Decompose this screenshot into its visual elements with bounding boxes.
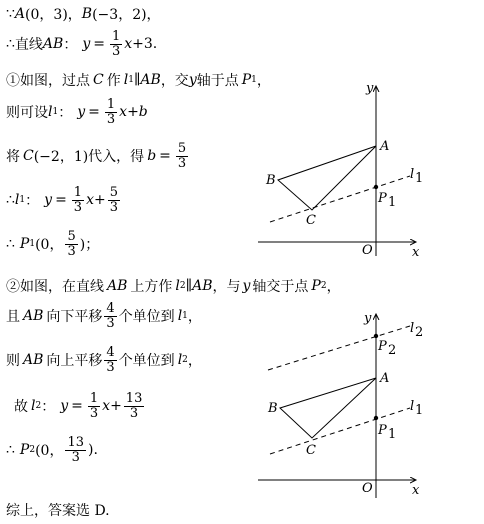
text: 向下平移 xyxy=(46,309,103,326)
label-x: x xyxy=(412,483,420,498)
numerator: 5 xyxy=(67,229,76,244)
line-1 xyxy=(6,4,161,24)
colon: ： xyxy=(41,399,56,416)
label-y: y xyxy=(364,311,372,326)
therefore-symbol: ∴ xyxy=(6,36,15,53)
var-y: y xyxy=(44,192,53,209)
text: 将 xyxy=(6,149,20,166)
label-c: C xyxy=(306,443,316,458)
label-x: x xyxy=(412,245,420,260)
subscript: 1 xyxy=(251,75,257,85)
point-a: A xyxy=(14,6,26,22)
label-l2-sub: 2 xyxy=(415,325,424,340)
denominator: 3 xyxy=(73,199,83,215)
line-3 xyxy=(6,70,271,90)
text: 作 xyxy=(106,73,121,89)
because-symbol: ∵ xyxy=(6,6,15,22)
text: 个单位到 xyxy=(118,309,175,326)
point-c: C xyxy=(23,148,34,165)
therefore-symbol: ∴ xyxy=(6,192,15,209)
var-b: b xyxy=(147,148,157,165)
numerator: 13 xyxy=(125,391,143,406)
colon: ： xyxy=(25,193,40,210)
subscript: 1 xyxy=(128,75,134,85)
line-l: l xyxy=(14,192,20,209)
var-x: x xyxy=(86,192,94,209)
label-b: B xyxy=(266,173,276,188)
denominator: 3 xyxy=(67,243,76,259)
line-l: l xyxy=(31,398,36,415)
text: 向上平移 xyxy=(46,353,103,370)
fraction xyxy=(65,230,77,258)
var-y: y xyxy=(188,72,197,88)
ab: AB xyxy=(107,278,128,294)
text: ，交 xyxy=(160,73,189,89)
ab: AB xyxy=(140,72,161,88)
label-y: y xyxy=(366,81,374,96)
plus: + xyxy=(127,104,139,121)
subscript: 1 xyxy=(182,311,188,322)
point-p: P xyxy=(19,442,30,459)
text: 上方作 xyxy=(130,279,173,295)
fraction xyxy=(176,142,188,170)
line-5 xyxy=(6,142,190,170)
text: ). xyxy=(88,442,98,459)
line-13 xyxy=(6,500,110,520)
label-a: A xyxy=(380,139,390,154)
fraction xyxy=(104,346,116,374)
plus: + xyxy=(93,192,106,209)
text: 直线 xyxy=(14,37,43,54)
denominator: 3 xyxy=(106,315,115,331)
comma: ， xyxy=(256,73,271,89)
numerator: 13 xyxy=(67,435,84,450)
line-l: l xyxy=(123,72,129,88)
numerator: 1 xyxy=(106,97,116,112)
line-7 xyxy=(6,230,99,258)
label-p2: P xyxy=(378,339,387,354)
subscript: 1 xyxy=(19,195,26,206)
point-p: P xyxy=(19,236,30,253)
point-p1-dot xyxy=(374,185,378,189)
point-p: P xyxy=(241,72,252,88)
label-p1: P xyxy=(378,423,387,438)
triangle-abc xyxy=(280,378,376,438)
text: 则 xyxy=(6,353,20,370)
denominator: 3 xyxy=(129,405,139,421)
label-b: B xyxy=(268,401,278,416)
var-b: b xyxy=(138,104,148,121)
point-p1-dot xyxy=(374,416,378,420)
subscript: 2 xyxy=(320,281,327,291)
point-p2-dot xyxy=(374,334,378,338)
label-o: O xyxy=(362,481,373,496)
equals: = xyxy=(55,192,67,209)
figure-2 xyxy=(250,310,430,500)
line-10 xyxy=(6,346,202,374)
conclusion-text: 综上，答案选 D. xyxy=(6,503,110,519)
text: (−2，1)代入，得 xyxy=(33,149,145,166)
denominator: 3 xyxy=(109,199,118,215)
text: ②如图，在直线 xyxy=(6,279,104,295)
comma: ， xyxy=(187,309,202,326)
therefore-symbol: ∴ xyxy=(6,442,15,459)
ab: AB xyxy=(42,36,64,53)
point-b: B xyxy=(81,6,93,22)
label-l1: l xyxy=(410,399,415,414)
line-2 xyxy=(6,30,157,58)
var-y: y xyxy=(82,36,91,53)
text: 则可设 xyxy=(6,105,48,122)
coord-a: (0，3)， xyxy=(25,7,82,23)
line-4 xyxy=(6,98,148,126)
fraction xyxy=(110,30,122,58)
text: (0， xyxy=(35,443,64,460)
label-l-sub: 1 xyxy=(415,171,424,186)
label-o: O xyxy=(362,243,373,258)
label-l1-sub: 1 xyxy=(415,403,424,418)
line-l: l xyxy=(175,278,180,294)
line-11 xyxy=(14,392,146,420)
numerator: 1 xyxy=(89,391,99,406)
equals: = xyxy=(159,148,171,165)
line-l: l xyxy=(48,104,53,121)
text: ，与 xyxy=(212,279,241,295)
ab: AB xyxy=(23,308,44,325)
equals: = xyxy=(71,398,83,415)
var-y: y xyxy=(60,398,69,415)
numerator: 1 xyxy=(73,185,83,200)
denominator: 3 xyxy=(89,405,99,421)
text: )； xyxy=(79,237,100,254)
equals: = xyxy=(88,104,100,121)
label-p2-sub: 2 xyxy=(388,343,397,358)
denominator: 3 xyxy=(111,43,121,59)
fraction xyxy=(108,186,120,214)
figure-1 xyxy=(250,78,430,258)
text: 个单位到 xyxy=(118,353,175,370)
var-y: y xyxy=(77,104,86,121)
fraction xyxy=(65,436,86,464)
fraction xyxy=(105,98,117,126)
parallel-symbol: ∥ xyxy=(133,72,141,88)
denominator: 3 xyxy=(71,449,80,465)
fraction xyxy=(104,302,116,330)
plus: + xyxy=(110,398,122,415)
subscript: 2 xyxy=(182,355,188,366)
triangle-abc xyxy=(278,146,376,210)
line-12 xyxy=(6,436,98,464)
label-p-sub: 1 xyxy=(388,195,397,210)
fraction xyxy=(124,392,145,420)
therefore-symbol: ∴ xyxy=(6,236,15,253)
comma: ， xyxy=(187,353,202,370)
var-x: x xyxy=(119,104,128,121)
label-p: P xyxy=(378,191,387,206)
text: (0， xyxy=(35,237,64,254)
numerator: 1 xyxy=(111,29,121,44)
numerator: 5 xyxy=(109,185,118,200)
fraction xyxy=(72,186,84,214)
numerator: 4 xyxy=(106,301,115,316)
var-x: x xyxy=(124,36,133,53)
line-8 xyxy=(6,276,341,296)
subscript: 2 xyxy=(29,445,36,456)
label-l: l xyxy=(410,167,415,182)
line-l: l xyxy=(177,352,183,369)
text: 且 xyxy=(6,309,20,326)
label-l2: l xyxy=(410,321,415,336)
subscript: 2 xyxy=(179,281,186,291)
colon: ： xyxy=(63,37,78,54)
denominator: 3 xyxy=(177,155,187,171)
text: 轴于点 xyxy=(196,73,239,89)
numerator: 4 xyxy=(106,345,115,360)
ab: AB xyxy=(192,278,213,294)
var-y: y xyxy=(242,278,251,294)
label-a: A xyxy=(380,371,390,386)
equals: = xyxy=(93,36,105,53)
line-l: l xyxy=(177,308,183,325)
point-c: C xyxy=(93,72,104,88)
coord-b: (−3，2)， xyxy=(92,7,161,23)
numerator: 5 xyxy=(177,141,187,156)
text: ①如图，过点 xyxy=(6,73,90,89)
subscript: 1 xyxy=(29,239,36,250)
text: 轴交于点 xyxy=(252,279,309,295)
line-9 xyxy=(6,302,202,330)
var-x: x xyxy=(102,398,111,415)
label-c: C xyxy=(306,213,316,228)
parallel-symbol: ∥ xyxy=(185,278,193,294)
fraction xyxy=(88,392,100,420)
subscript: 2 xyxy=(35,401,42,412)
comma: ， xyxy=(326,279,341,295)
subscript: 1 xyxy=(52,107,59,118)
point-p: P xyxy=(311,278,321,294)
label-p1-sub: 1 xyxy=(388,427,397,442)
line-6 xyxy=(6,186,122,214)
denominator: 3 xyxy=(106,111,116,127)
constant: +3. xyxy=(132,36,158,53)
colon: ： xyxy=(58,105,73,122)
ab: AB xyxy=(23,352,44,369)
text: 故 xyxy=(14,399,28,416)
denominator: 3 xyxy=(106,359,115,375)
